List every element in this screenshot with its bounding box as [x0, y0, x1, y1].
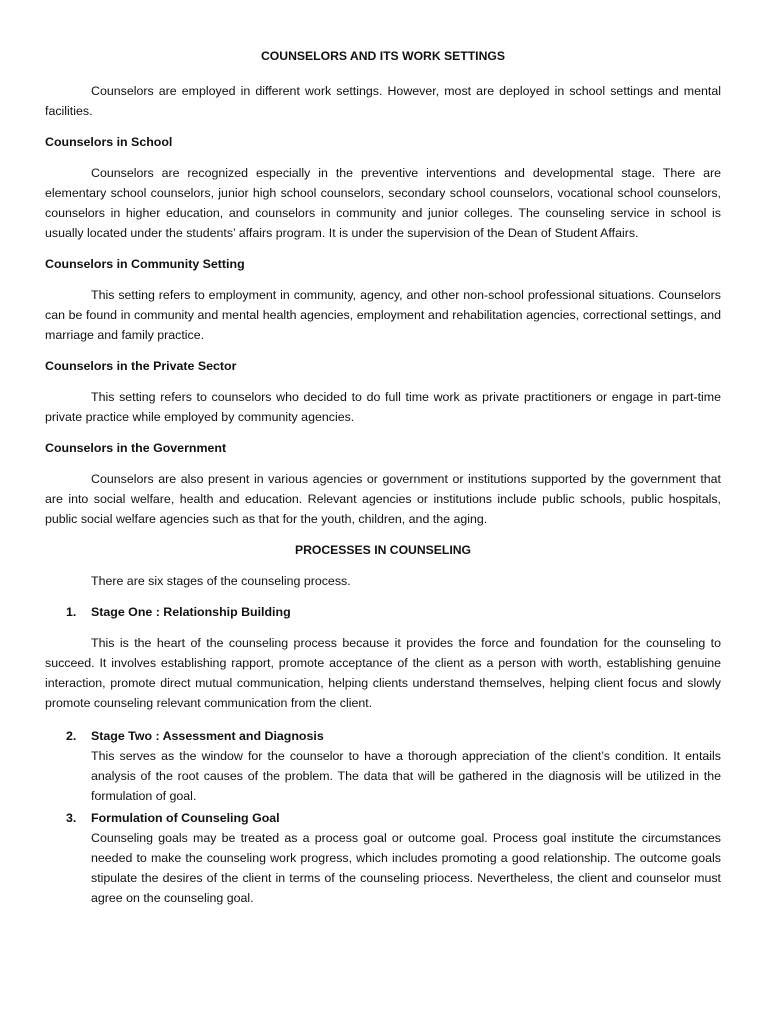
list-item — [45, 602, 721, 622]
stage-body: Counseling goals may be treated as a process goal or outcome goal. Process goal institute the circumstances needed to make the counseling work progress, which includes promoting a good relationship. The outcome goals stipulate the desires of the client in terms of the counseling priocess. Nevertheless, the client and counselor must agree on the counseling goal. — [91, 831, 721, 905]
document-title: COUNSELORS AND ITS WORK SETTINGS — [261, 49, 505, 63]
section-heading-private: Counselors in the Private Sector — [45, 359, 237, 373]
stages-intro: There are six stages of the counseling process. — [91, 574, 351, 588]
stage-body: This is the heart of the counseling process because it provides the force and foundation for the counseling to succeed. It involves establishing rapport, promote acceptance of the client as a person with worth, establishing genuine interaction, promote direct mutual communication, helping clients understand themselves, helping client focus and slowly promote counseling relevant communication from the client. — [45, 636, 721, 710]
section-heading-school: Counselors in School — [45, 135, 173, 149]
document-page — [45, 46, 721, 908]
list-item — [45, 726, 721, 806]
intro-paragraph: Counselors are employed in different work settings. However, most are deployed in school settings and mental facilities. — [45, 84, 721, 118]
list-number: 1. — [66, 605, 77, 619]
section-body-school: Counselors are recognized especially in the preventive interventions and developmental stage. There are elementary school counselors, junior high school counselors, secondary school counselors, vocational school counselors, counselors in higher education, and counselors in community and junior colleges. The counseling service in school is usually located under the students’ affairs program. It is under the supervision of the Dean of Student Affairs. — [45, 166, 721, 240]
processes-title: PROCESSES IN COUNSELING — [294, 543, 472, 557]
section-body-community: This setting refers to employment in community, agency, and other non-school professional situations. Counselors can be found in community and mental health agencies, employment and rehabilitation agencies, correctional settings, and marriage and family practice. — [45, 288, 721, 342]
section-heading-government: Counselors in the Government — [45, 441, 227, 455]
stage-body: This serves as the window for the counselor to have a thorough appreciation of the client’s condition. It entails analysis of the root causes of the problem. The data that will be gathered in the diagnosis will be utilized in the formulation of goal. — [91, 749, 721, 803]
section-body-private: This setting refers to counselors who decided to do full time work as private practitioners or engage in part-time private practice while employed by community agencies. — [45, 390, 721, 424]
list-number: 2. — [66, 729, 77, 743]
stage-title: Stage One : Relationship Building — [91, 605, 291, 619]
list-item — [45, 808, 721, 908]
stage-title: Formulation of Counseling Goal — [91, 811, 280, 825]
section-body-government: Counselors are also present in various agencies or government or institutions supported by the government that are into social welfare, health and education. Relevant agencies or institutions include public schools, public hospitals, public social welfare agencies such as that for the youth, children, and the aging. — [45, 472, 721, 526]
section-heading-community: Counselors in Community Setting — [45, 257, 245, 271]
stage-title: Stage Two : Assessment and Diagnosis — [91, 729, 324, 743]
list-number: 3. — [66, 811, 77, 825]
